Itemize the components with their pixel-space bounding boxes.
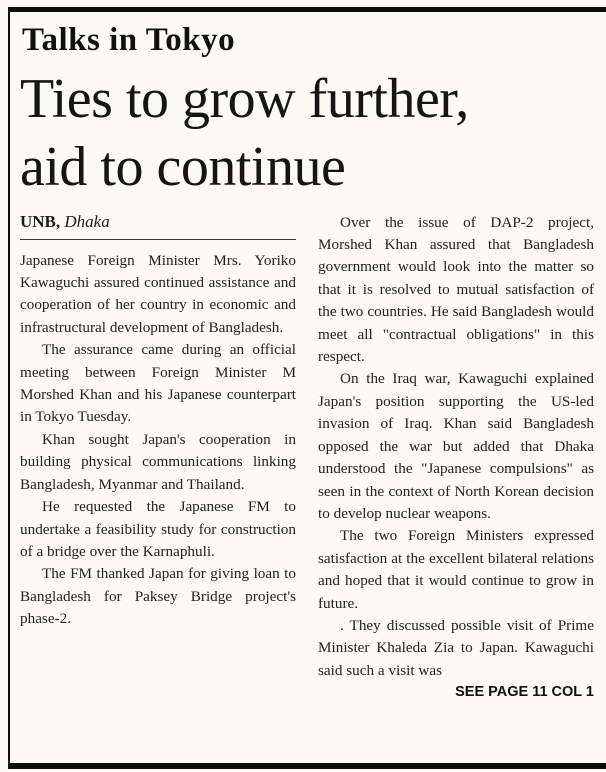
article-sheet — [8, 7, 606, 769]
paragraph: He requested the Japanese FM to undertake a feasibility study for construction of a bridge over the Karnaphuli. — [20, 498, 296, 560]
paragraph: The assurance came during an official meeting between Foreign Minister M Morshed Khan and his Japanese counterpart in Tokyo Tuesday. — [20, 341, 296, 426]
headline-line-2: aid to continue — [20, 136, 346, 199]
kicker-headline: Talks in Tokyo — [22, 22, 236, 58]
article-column-left — [20, 212, 296, 701]
article-columns — [20, 212, 594, 701]
byline — [20, 212, 296, 240]
paragraph: On the Iraq war, Kawaguchi explained Japan's position supporting the US-led invasion of Iraq. Khan said Bangladesh opposed the war but added that Dhaka understood the "Japanese compulsions" as seen in the context of North Korean decision to develop nuclear weapons. — [318, 370, 594, 522]
paragraph: Khan sought Japan's cooperation in building physical communications linking Bangladesh, Myanmar and Thailand. — [20, 430, 296, 493]
paragraph: Over the issue of DAP-2 project, Morshed Khan assured that Bangladesh government would look into the matter so that it is resolved to mutual satisfaction of the two countries. He said Bangladesh would meet all "contractual obligations" in this respect. — [318, 213, 594, 366]
paragraph: . They discussed possible visit of Prime Minister Khaleda Zia to Japan. Kawaguchi said such a visit was — [318, 616, 594, 679]
paragraph: Japanese Foreign Minister Mrs. Yoriko Kawaguchi assured continued assistance and cooperation of her country in economic and infrastructural development of Bangladesh. — [20, 251, 296, 336]
paragraph: The two Foreign Ministers expressed satisfaction at the excellent bilateral relations and hoped that it would continue to grow in future. — [318, 527, 594, 612]
paragraph: The FM thanked Japan for giving loan to Bangladesh for Paksey Bridge project's phase-2. — [20, 565, 296, 628]
main-headline — [20, 65, 594, 202]
see-page-note: SEE PAGE 11 COL 1 — [455, 684, 594, 701]
headline-line-1: Ties to grow further, — [20, 68, 469, 130]
byline-agency: UNB, — [20, 211, 61, 231]
byline-location: Dhaka — [60, 211, 110, 231]
article-column-right — [318, 212, 594, 701]
